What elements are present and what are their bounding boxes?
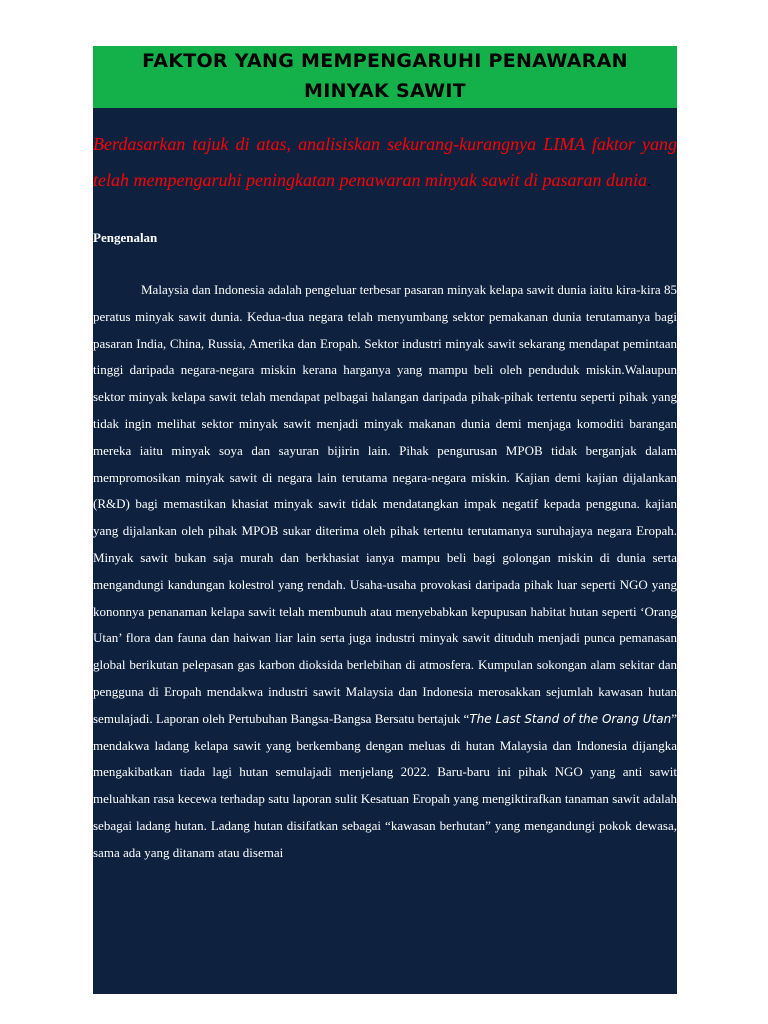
- paragraph-text-part-1: Malaysia dan Indonesia adalah pengeluar terbesar pasaran minyak kelapa sawit dunia iaitu kira-kira 85 peratus minyak sawit dunia. Kedua-dua negara telah menyumbang sektor pemakanan dunia terutamanya bagi pasaran India, China, Russia, Amerika dan Eropah. Sektor industri minyak sawit sekarang mendapat pemintaan tinggi daripada negara-negara miskin kerana harganya yang mampu beli oleh penduduk miskin.Walaupun sektor minyak kelapa sawit telah mendapat pelbagai halangan daripada pihak-pihak tertentu seperti pihak yang tidak ingin melihat sektor minyak sawit menjadi minyak makanan dunia demi menjaga komoditi barangan mereka iaitu minyak soya dan sayuran bijirin lain. Pihak pengurusan MPOB tidak berganjak dalam mempromosikan minyak sawit di negara lain terutama negara-negara miskin. Kajian demi kajian dijalankan (R&D) bagi memastikan khasiat minyak sawit tidak mendatangkan impak negatif kepada pengguna. kajian yang dijalankan oleh pihak MPOB sukar diterima oleh pihak tertentu terutamanya suruhajaya negara Eropah. Minyak sawit bukan saja murah dan berkhasiat ianya mampu beli bagi golongan miskin di dunia serta mengandungi kandungan kolestrol yang rendah. Usaha-usaha provokasi daripada pihak luar seperti NGO yang kononnya penanaman kelapa sawit telah membunuh atau menyebabkan kepupusan habitat hutan seperti ‘Orang Utan’ flora dan fauna dan haiwan liar lain serta juga industri minyak sawit dituduh menjadi punca pemanasan global berikutan pelepasan gas karbon dioksida berlebihan di atmosfera. Kumpulan sokongan alam sekitar dan pengguna di Eropah mendakwa industri sawit Malaysia dan Indonesia merosakkan sejumlah kawasan hutan semulajadi. Laporan oleh Pertubuhan Bangsa-Bangsa Bersatu bertajuk “: [93, 282, 677, 726]
- paragraph-text-part-2: ” mendakwa ladang kelapa sawit yang berkembang dengan meluas di hutan Malaysia dan Indonesia dijangka mengakibatkan tiada lagi hutan semulajadi menjelang 2022. Baru-baru ini pihak NGO yang anti sawit meluahkan rasa kecewa terhadap satu laporan sulit Kesatuan Eropah yang mengiktirafkan tanaman sawit adalah sebagai ladang hutan. Ladang hutan disifatkan sebagai “kawasan berhutan” yang mengandungi pokok dewasa, sama ada yang ditanam atau disemai: [93, 710, 677, 860]
- report-title-italic: The Last Stand of the Orang Utan: [469, 711, 672, 726]
- introduction-paragraph: [93, 277, 677, 867]
- document-title-line-1: FAKTOR YANG MEMPENGARUHI PENAWARAN: [142, 50, 628, 72]
- assignment-question: [93, 126, 677, 198]
- document-page: [93, 46, 677, 994]
- question-text: Berdasarkan tajuk di atas, analisiskan sekurang-kurangnya LIMA faktor yang telah mempengaruhi peningkatan penawaran minyak sawit di pasaran dunia: [93, 134, 677, 190]
- title-banner: [93, 46, 677, 108]
- question-period: .: [646, 170, 652, 190]
- document-title-line-2: MINYAK SAWIT: [304, 80, 466, 102]
- section-heading: Pengenalan: [93, 230, 158, 245]
